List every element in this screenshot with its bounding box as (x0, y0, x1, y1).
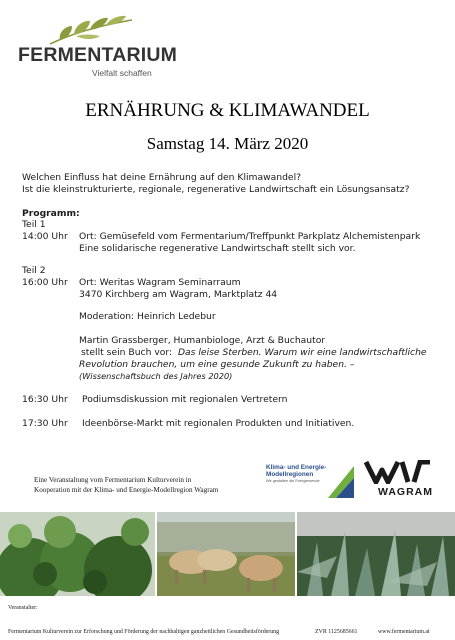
photo-leeks (297, 512, 455, 596)
footer-label: Veranstalter: (8, 605, 38, 611)
footer-zvr: ZVR 1125685661 (315, 629, 358, 635)
page-title: ERNÄHRUNG & KLIMAWANDEL (85, 100, 370, 121)
speaker: Martin Grassberger, Humanbiologe, Arzt & Buchautor (79, 335, 326, 346)
klima-subtitle: Wir gestalten die Energiewende (266, 479, 320, 483)
book-title-2: Revolution brauchen, um eine gesunde Zukunft zu haben. – (79, 359, 355, 370)
part1-time: 14:00 Uhr (22, 231, 68, 242)
part2-location: Ort: Weritas Wagram Seminarraum (79, 277, 241, 288)
klima-modellregionen-logo (266, 464, 356, 500)
book-intro-line (81, 347, 427, 358)
book-title-1: Das leise Sterben. Warum wir eine landwirtschaftliche (177, 347, 427, 358)
intro-line-1: Welchen Einfluss hat deine Ernährung auf den Klimawandel? (22, 172, 302, 183)
footer-website[interactable]: www.fermentarium.at (378, 629, 430, 635)
moderation: Moderation: Heinrich Ledebur (79, 311, 216, 322)
klima-title-2: Modellregionen (266, 471, 314, 478)
part2-address: 3470 Kirchberg am Wagram, Marktplatz 44 (79, 289, 278, 300)
fermentarium-logo (18, 10, 178, 80)
book-intro: stellt sein Buch vor: (81, 347, 173, 358)
part2-time: 16:00 Uhr (22, 277, 68, 288)
logo-tagline: Vielfalt schaffen (92, 68, 152, 78)
wagram-label: WAGRAM (378, 486, 433, 498)
item4-text: Ideenbörse-Markt mit regionalen Produkten und Initiativen. (82, 418, 355, 429)
book-note: (Wissenschaftsbuch des Jahres 2020) (79, 371, 233, 381)
leaf-sprig-icon (46, 14, 136, 46)
wagram-logo (362, 460, 434, 500)
logo-name: FERMENTARIUM (18, 44, 178, 66)
part1-location: Ort: Gemüsefeld vom Fermentarium/Treffpunkt Parkplatz Alchemistenpark (79, 231, 421, 242)
organizer-note-2: Kooperation mit der Klima- und Energie-Modellregion Wagram (34, 486, 219, 494)
klima-swoosh-icon (326, 464, 356, 500)
photo-strip (0, 512, 455, 596)
wagram-mark-icon (364, 460, 432, 484)
klima-title-1: Klima- und Energie- (266, 464, 327, 471)
item4-time: 17:30 Uhr (22, 418, 68, 429)
item3-time: 16:30 Uhr (22, 394, 68, 405)
part1-description: Eine solidarische regenerative Landwirtschaft stellt sich vor. (79, 243, 356, 254)
part1-label: Teil 1 (22, 219, 46, 230)
photo-cattle (157, 512, 295, 596)
event-date: Samstag 14. März 2020 (146, 134, 309, 153)
organizer-note-1: Eine Veranstaltung vom Fermentarium Kulturverein in (34, 476, 192, 484)
photo-kale (0, 512, 155, 596)
footer-org: Fermentarium Kulturverein zur Erforschung und Förderung der nachhaltigen ganzheitlichen Gesundheitsförderung (8, 629, 280, 635)
part2-label: Teil 2 (22, 265, 46, 276)
item3-text: Podiumsdiskussion mit regionalen Vertretern (82, 394, 288, 405)
program-heading: Programm: (22, 208, 80, 219)
intro-line-2: Ist die kleinstrukturierte, regionale, regenerative Landwirtschaft ein Lösungsansatz? (22, 184, 410, 195)
